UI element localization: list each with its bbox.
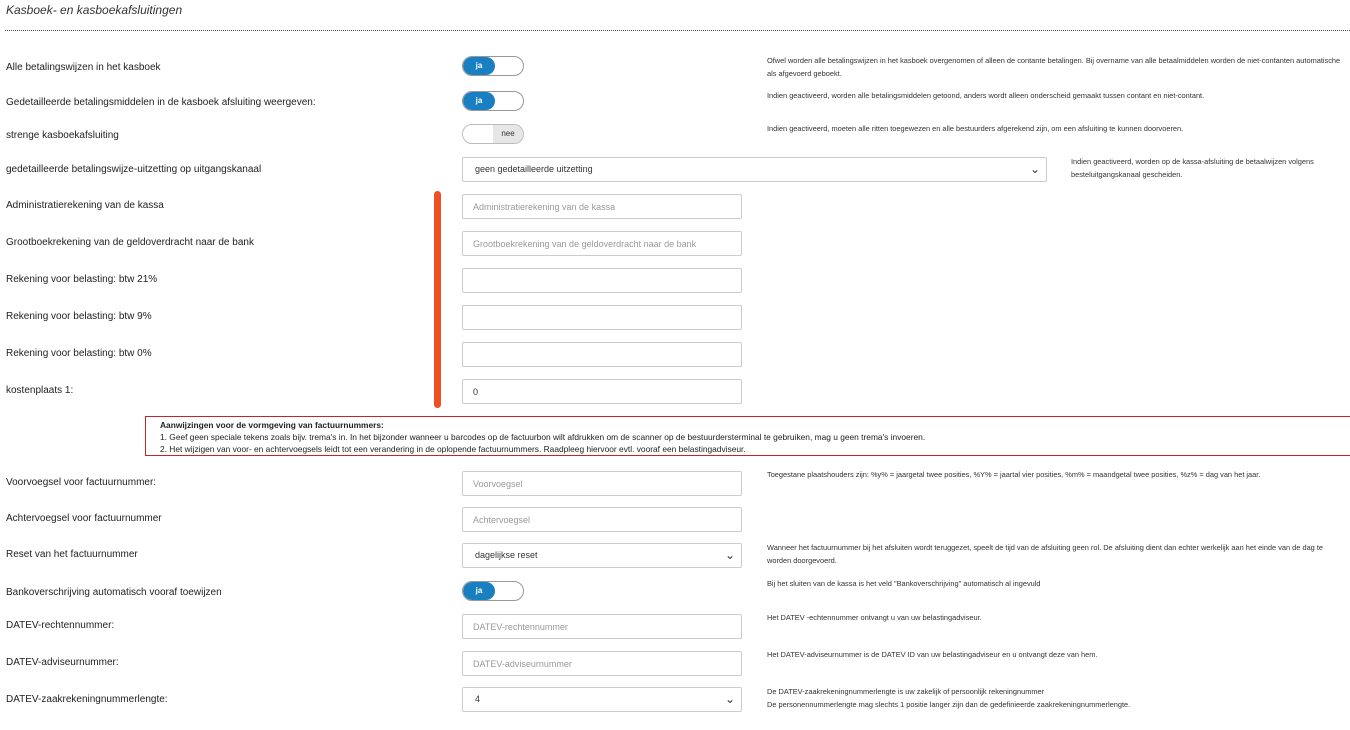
datev-rechtennummer-input[interactable]	[462, 614, 742, 639]
desc-datev-rechtennummer: Het DATEV -echtennummer ontvangt u van uw belastingadviseur.	[767, 613, 982, 622]
select-reset[interactable]	[462, 543, 742, 568]
desc-strenge-kasboekafsluiting: Indien geactiveerd, moeten alle ritten toegewezen en alle bestuurders afgerekend zijn, om een afsluiting te kunnen doorvoeren.	[767, 124, 1184, 133]
select-uitzetting[interactable]	[462, 157, 1047, 182]
kostenplaats-input[interactable]	[462, 379, 742, 404]
chevron-down-icon: ⌄	[724, 692, 735, 706]
chevron-down-icon: ⌄	[724, 548, 735, 562]
select-value: 4	[475, 694, 481, 704]
desc-datev-adviseurnummer: Het DATEV-adviseurnummer is de DATEV ID van uw belastingadviseur en u ontvangt deze van hem.	[767, 650, 1098, 659]
desc-reset: Wanneer het factuurnummer bij het afsluiten wordt teruggezet, speelt de tijd van de afsluiting geen rol. De afsluiting dient dan echter werkelijk aan het einde van de dag te worden doorgevoerd.	[767, 543, 1324, 565]
toggle-on-label: ja	[463, 92, 495, 110]
label-administratierekening: Administratierekening van de kassa	[6, 200, 164, 211]
label-btw9: Rekening voor belasting: btw 9%	[6, 311, 152, 322]
label-datev-adviseurnummer: DATEV-adviseurnummer:	[6, 657, 119, 668]
accent-bar	[434, 191, 441, 408]
btw0-input[interactable]	[462, 342, 742, 367]
toggle-strenge-kasboekafsluiting[interactable]	[462, 124, 524, 144]
toggle-bankoverschrijving[interactable]	[462, 581, 524, 601]
desc-voorvoegsel: Toegestane plaatshouders zijn: %y% = jaargetal twee posities, %Y% = jaartal vier posities, %m% = maandgetal twee posities, %z% = dag van het jaar.	[767, 470, 1261, 479]
label-gedetailleerde-betalingsmiddelen: Gedetailleerde betalingsmiddelen in de kasboek afsluiting weergeven:	[6, 97, 316, 108]
label-strenge-kasboekafsluiting: strenge kasboekafsluiting	[6, 130, 119, 141]
notice-line-2: 2. Het wijzigen van voor- en achtervoegsels leidt tot een verandering in de oplopende factuurnummers. Raadpleeg hiervoor evtl. vooraf een belastingadviseur.	[160, 444, 746, 454]
chevron-down-icon: ⌄	[1029, 162, 1040, 176]
toggle-on-label: ja	[463, 582, 495, 600]
btw9-input[interactable]	[462, 305, 742, 330]
label-btw21: Rekening voor belasting: btw 21%	[6, 274, 158, 285]
desc-alle-betalingswijzen: Ofwel worden alle betalingswijzen in het kasboek overgenomen of alleen de contante betalingen. Bij overname van alle betaalmiddelen worden de niet-contanten automatische als afgevoerd geboekt.	[767, 56, 1341, 78]
select-datev-lengte[interactable]	[462, 687, 742, 712]
toggle-alle-betalingswijzen[interactable]	[462, 56, 524, 76]
label-achtervoegsel: Achtervoegsel voor factuurnummer	[6, 513, 162, 524]
toggle-gedetailleerde-betalingsmiddelen[interactable]	[462, 91, 524, 111]
desc-datev-lengte	[767, 686, 1347, 711]
notice-line-1: 1. Geef geen speciale tekens zoals bijv. trema's in. In het bijzonder wanneer u barcodes op de factuurbon wilt afdrukken om de scanner op de bestuurdersterminal te gebruiken, mag u geen trema's invoeren.	[160, 432, 926, 442]
select-value: dagelijkse reset	[475, 550, 538, 560]
voorvoegsel-input[interactable]	[462, 471, 742, 496]
label-datev-rechtennummer: DATEV-rechtennummer:	[6, 620, 115, 631]
label-alle-betalingswijzen: Alle betalingswijzen in het kasboek	[6, 62, 161, 73]
label-voorvoegsel: Voorvoegsel voor factuurnummer:	[6, 477, 157, 488]
label-kostenplaats: kostenplaats 1:	[6, 385, 74, 396]
administratierekening-input[interactable]	[462, 194, 742, 219]
label-uitzetting: gedetailleerde betalingswijze-uitzetting op uitgangskanaal	[6, 164, 262, 175]
label-grootboekrekening: Grootboekrekening van de geldoverdracht naar de bank	[6, 237, 254, 248]
desc-gedetailleerde-betalingsmiddelen: Indien geactiveerd, worden alle betalingsmiddelen getoond, anders wordt alleen onderscheid gemaakt tussen contant en niet-contant.	[767, 91, 1205, 100]
achtervoegsel-input[interactable]	[462, 507, 742, 532]
desc-datev-lengte-line-2: De personennummerlengte mag slechts 1 positie langer zijn dan de gedefinieerde zaakrekeningnummerlengte.	[767, 699, 1131, 709]
label-reset: Reset van het factuurnummer	[6, 549, 138, 560]
toggle-knob	[463, 125, 493, 143]
desc-bankoverschrijving: Bij het sluiten van de kassa is het veld "Bankoverschrijving" automatisch al ingevuld	[767, 579, 1041, 588]
select-value: geen gedetailleerde uitzetting	[475, 164, 593, 174]
toggle-on-label: ja	[463, 57, 495, 75]
desc-datev-lengte-line-1: De DATEV-zaakrekeningnummerlengte is uw zakelijk of persoonlijk rekeningnummer	[767, 687, 1045, 696]
toggle-off-label: nee	[493, 125, 523, 143]
label-bankoverschrijving: Bankoverschrijving automatisch vooraf toewijzen	[6, 587, 222, 598]
section-divider	[5, 30, 1350, 31]
grootboekrekening-input[interactable]	[462, 231, 742, 256]
datev-adviseurnummer-input[interactable]	[462, 651, 742, 676]
btw21-input[interactable]	[462, 268, 742, 293]
label-datev-lengte: DATEV-zaakrekeningnummerlengte:	[6, 694, 168, 705]
invoice-notice	[145, 416, 1350, 456]
section-title: Kasboek- en kasboekafsluitingen	[6, 3, 183, 17]
label-btw0: Rekening voor belasting: btw 0%	[6, 348, 152, 359]
desc-uitzetting: Indien geactiveerd, worden op de kassa-afsluiting de betaalwijzen volgens besteluitgangskanaal gescheiden.	[1071, 157, 1314, 179]
notice-title: Aanwijzingen voor de vormgeving van factuurnummers:	[160, 420, 384, 430]
